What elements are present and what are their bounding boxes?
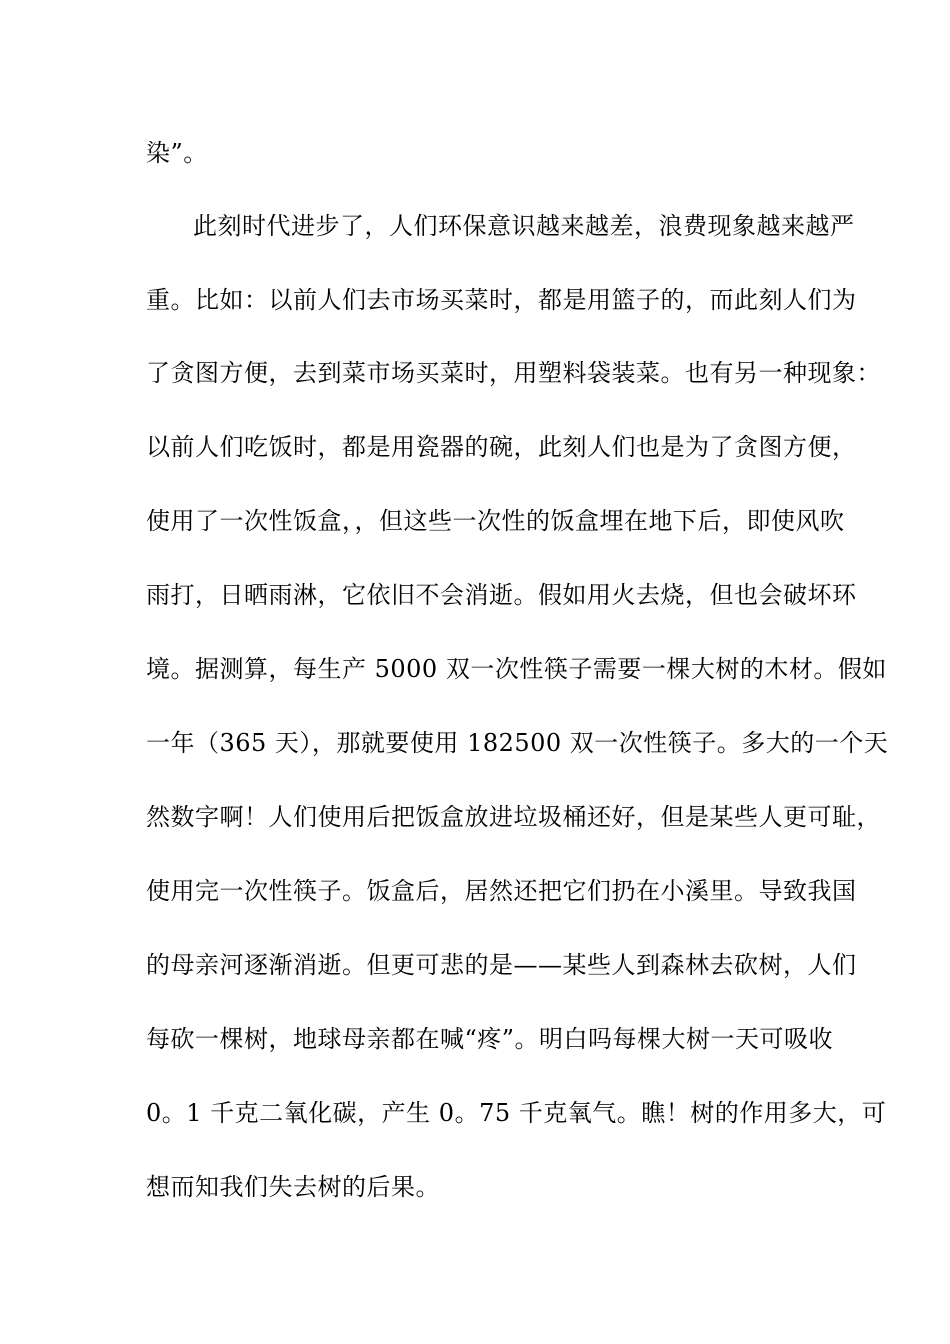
text-line-4: 了贪图方便，去到菜市场买菜时，用塑料袋装菜。也有另一种现象： [146,359,881,387]
text-line-3: 重。比如：以前人们去市场买菜时，都是用篮子的，而此刻人们为 [146,286,857,314]
text-line-11: 使用完一次性筷子。饭盒后，居然还把它们扔在小溪里。导致我国 [146,877,857,905]
text-line-5: 以前人们吃饭时，都是用瓷器的碗，此刻人们也是为了贪图方便， [146,433,857,461]
text-line-15: 想而知我们失去树的后果。 [146,1173,440,1201]
text-line-12: 的母亲河逐渐消逝。但更可悲的是——某些人到森林去砍树，人们 [146,951,857,979]
text-line-6: 使用了一次性饭盒，，但这些一次性的饭盒埋在地下后，即使风吹 [146,507,845,535]
text-line-1: 染”。 [146,139,208,167]
text-line-13: 每砍一棵树，地球母亲都在喊“疼”。明白吗每棵大树一天可吸收 [146,1025,834,1053]
paragraph-start-line: 此刻时代进步了，人们环保意识越来越差，浪费现象越来越严 [193,212,855,240]
text-line-7: 雨打，日晒雨淋，它依旧不会消逝。假如用火去烧，但也会破坏环 [146,581,857,609]
text-line-10: 然数字啊！人们使用后把饭盒放进垃圾桶还好，但是某些人更可耻， [146,803,881,831]
text-line-14: 0。1 千克二氧化碳，产生 0。75 千克氧气。瞧！树的作用多大，可 [146,1099,887,1127]
text-line-9: 一年（365 天），那就要使用 182500 双一次性筷子。多大的一个天 [146,729,889,757]
text-line-8: 境。据测算，每生产 5000 双一次性筷子需要一棵大树的木材。假如 [146,655,887,683]
